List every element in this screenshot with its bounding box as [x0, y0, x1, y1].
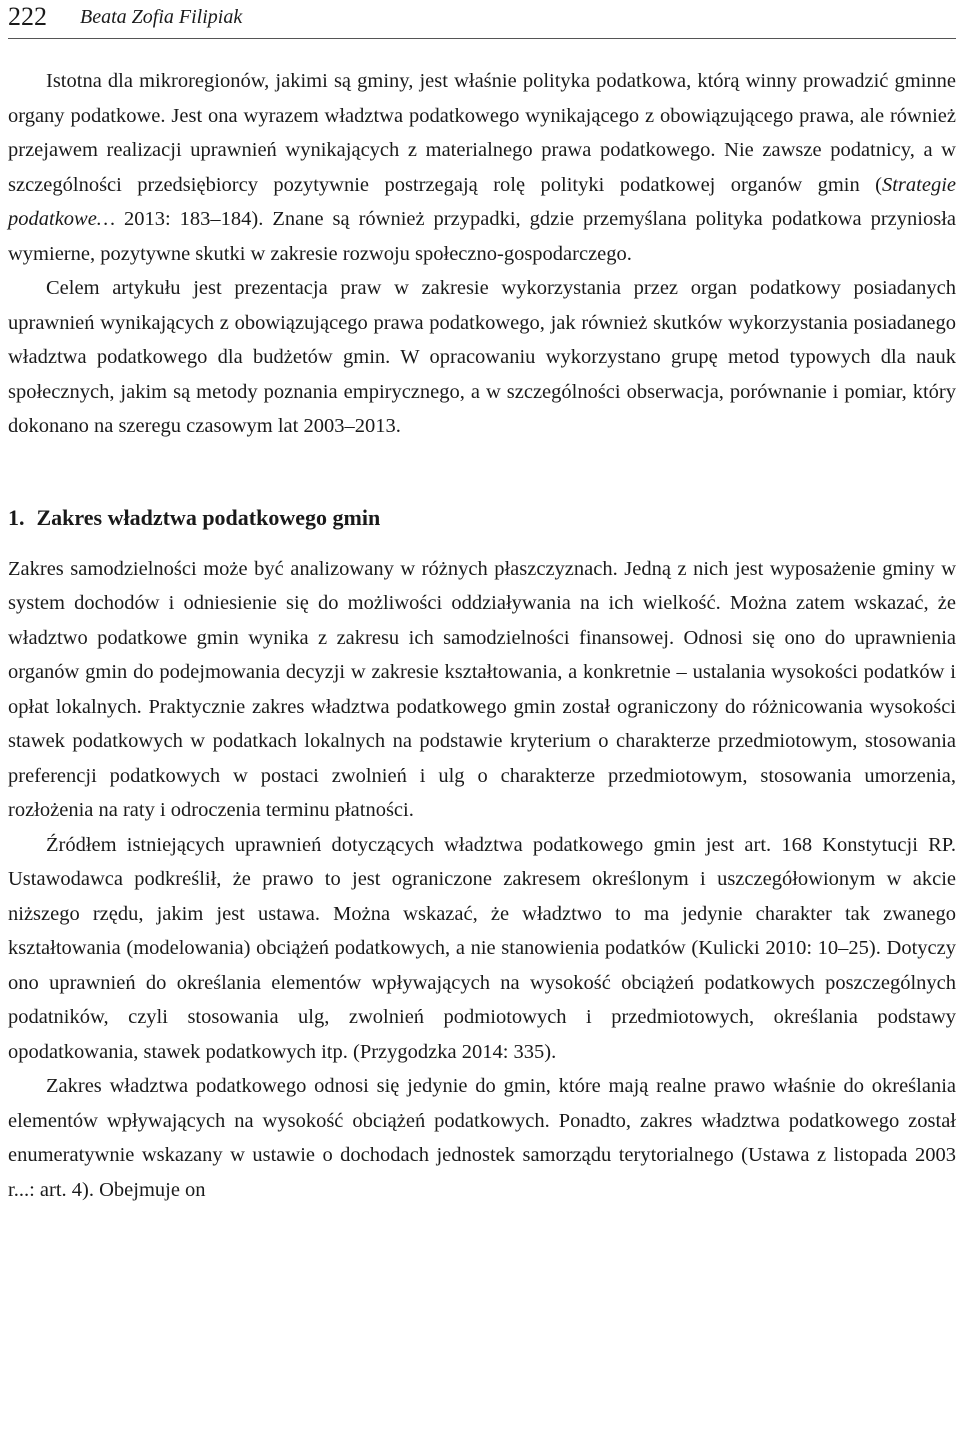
section-paragraph-1: Zakres samodzielności może być analizowany w różnych płaszczyznach. Jedną z nich jest wyposażenie gminy w system dochodów i odniesienie się do możliwości oddziaływania na ich wielkość. Można zatem wskazać, że władztwo podatkowe gmin wynika z zakresu ich samodzielności finansowej. Odnosi się ono do uprawnienia organów gmin do podejmowania decyzji w zakresie kształtowania, a konkretnie – ustalania wysokości podatków i opłat lokalnych. Praktycznie zakres władztwa podatkowego gmin został ograniczony do różnicowania wysokości stawek podatkowych w podatkach lokalnych na podstawie kryterium o charakterze przedmiotowym, stosowania preferencji podatkowych w postaci zwolnień i ulg o charakterze przedmiotowym, stosowania umorzenia, rozłożenia na raty i odroczenia terminu płatności.	[8, 557, 956, 821]
body-text	[8, 64, 956, 1207]
intro-paragraph-2: Celem artykułu jest prezentacja praw w zakresie wykorzystania przez organ podatkowy posiadanych uprawnień wynikających z obowiązującego prawa podatkowego, jak również skutków wykorzystania posiadanego władztwa podatkowego dla budżetów gmin. W opracowaniu wykorzystano grupę metod typowych dla nauk społecznych, jakim są metody poznania empirycznego, a w szczególności obserwacja, porównanie i pomiar, który dokonano na szeregu czasowym lat 2003–2013.	[8, 277, 956, 437]
citation-title: Strategie podatkowe…	[8, 173, 956, 230]
section-title: Zakres władztwa podatkowego gmin	[36, 504, 381, 530]
section-paragraph-3: Zakres władztwa podatkowego odnosi się jedynie do gmin, które mają realne prawo właśnie do określania elementów wpływających na wysokość obciążeń podatkowych. Ponadto, zakres władztwa podatkowego został enumeratywnie wskazany w ustawie o dochodach jednostek samorządu terytorialnego (Ustawa z listopada 2003 r...: art. 4). Obejmuje on	[8, 1075, 956, 1201]
running-header	[8, 0, 956, 39]
section-number: 1.	[8, 504, 25, 530]
section-heading	[8, 444, 956, 552]
section-paragraph-2: Źródłem istniejących uprawnień dotyczących władztwa podatkowego gmin jest art. 168 Konstytucji RP. Ustawodawca podkreślił, że prawo to jest ograniczone zakresem określonym i uszczegółowionym w akcie niższego rzędu, jakim jest ustawa. Można wskazać, że władztwo to ma jedynie charakter tak zwanego kształtowania (modelowania) obciążeń podatkowych, a nie stanowienia podatków (Kulicki 2010: 10–25). Dotyczy ono uprawnień do określania elementów wpływających na wysokość obciążeń podatkowych poszczególnych podatników, czyli stosowania ulg, zwolnień podmiotowych i przedmiotowych, określania podstawy opodatkowania, stawek podatkowych itp. (Przygodzka 2014: 335).	[8, 833, 956, 1063]
intro-paragraph-1	[8, 64, 956, 271]
intro-text-b: 2013: 183–184). Znane są również przypadki, gdzie przemyślana polityka podatkowa przyniosła wymierne, pozytywne skutki w zakresie rozwoju społeczno-gospodarczego.	[8, 208, 956, 265]
running-author: Beata Zofia Filipiak	[80, 6, 243, 28]
intro-text-a: Istotna dla mikroregionów, jakimi są gminy, jest właśnie polityka podatkowa, którą winny prowadzić gminne organy podatkowe. Jest ona wyrazem władztwa podatkowego wynikającego z obowiązującego prawa, ale również przejawem realizacji uprawnień wynikających z materialnego prawa podatkowego. Nie zawsze podatnicy, a w szczególności przedsiębiorcy pozytywnie postrzegają rolę polityki podatkowej organów gmin (	[8, 70, 956, 196]
page-number: 222	[8, 2, 47, 31]
